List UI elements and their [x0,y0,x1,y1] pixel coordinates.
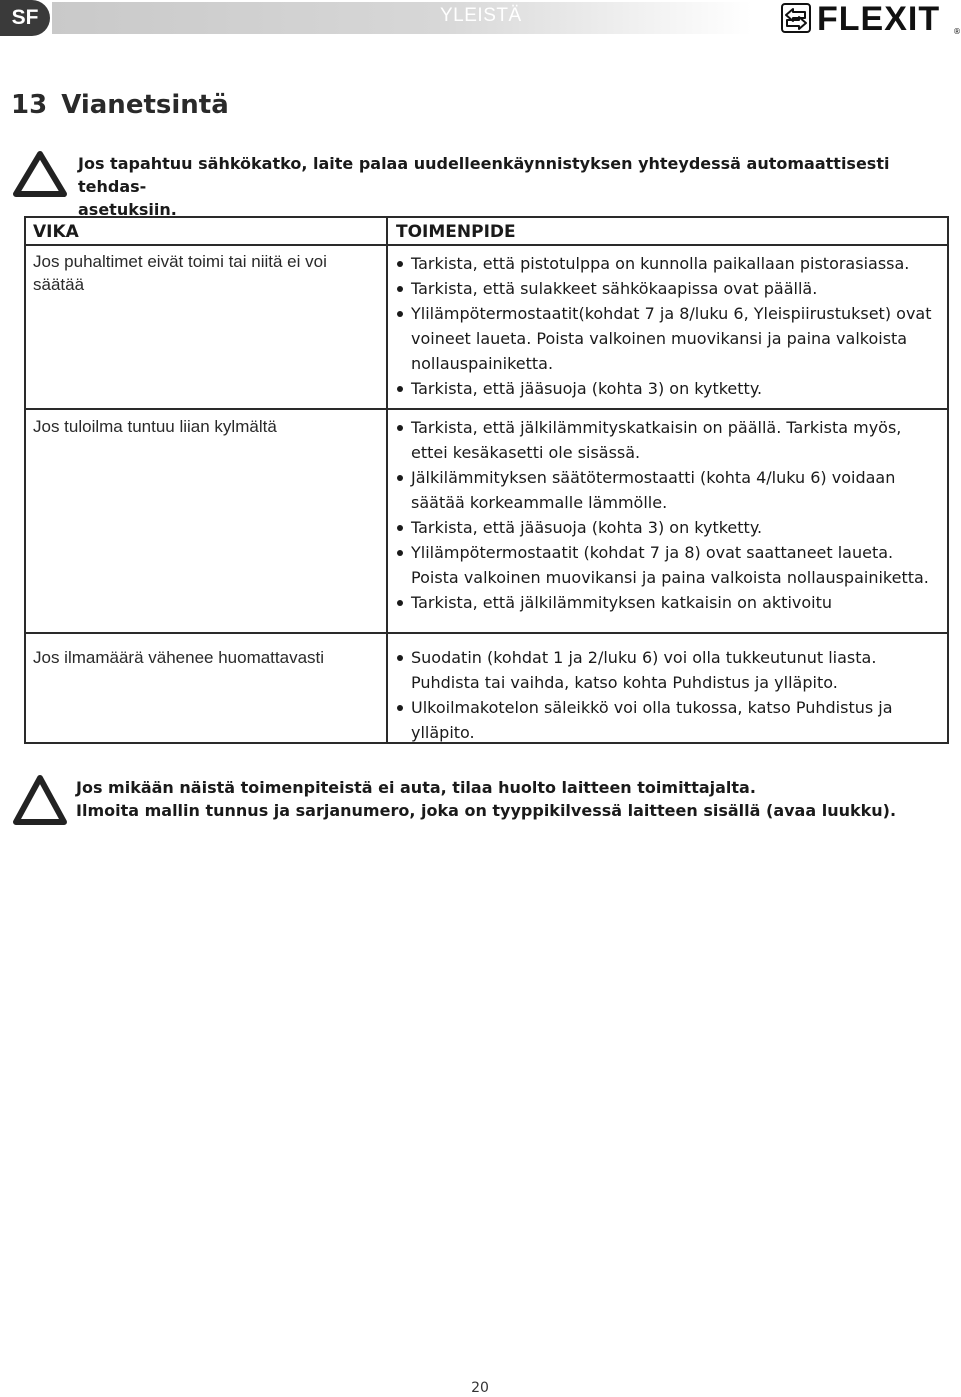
warning-text-line-1: Jos mikään näistä toimenpiteistä ei auta, tilaa huolto laitteen toimittajalta. [76,778,756,797]
warning-text: Jos tapahtuu sähkökatko, laite palaa uudelleenkäynnistyksen yhteydessä automaattisesti tehdas- asetuksiin. [78,154,890,219]
header-rule [26,244,947,246]
column-header-fault: VIKA [33,222,79,242]
list-item: Tarkista, että jääsuoja (kohta 3) on kytketty. [394,376,934,401]
list-item: Tarkista, että jääsuoja (kohta 3) on kytketty. [394,515,934,540]
chapter-heading [11,90,229,120]
list-item: Jälkilämmityksen säätötermostaatti (kohta 4/luku 6) voidaan säätää korkeammalle lämmölle. [394,465,934,515]
list-item: Tarkista, että jälkilämmityksen katkaisin on aktivoitu [394,590,934,615]
list-item: Suodatin (kohdat 1 ja 2/luku 6) voi olla tukkeutunut liasta. Puhdista tai vaihda, katso kohta Puhdistus ja ylläpito. [394,645,934,695]
list-item: Tarkista, että sulakkeet sähkökaapissa ovat päällä. [394,276,934,301]
language-badge: SF [0,0,50,36]
chapter-number: 13 [11,90,48,120]
column-header-action: TOIMENPIDE [396,222,516,242]
list-item: Tarkista, että pistotulppa on kunnolla paikallaan pistorasiassa. [394,251,934,276]
column-divider [386,218,388,742]
action-list [394,645,934,745]
header-bar [52,2,752,34]
troubleshooting-table [24,216,949,744]
list-item: Tarkista, että jälkilämmityskatkaisin on päällä. Tarkista myös, ettei kesäkasetti ole sisässä. [394,415,934,465]
warning-triangle-icon [12,774,68,826]
page-header [0,0,960,38]
row-rule [26,408,947,410]
warning-triangle-icon [12,150,68,198]
list-item: Ylilämpötermostaatit(kohdat 7 ja 8/luku 6, Yleispiirustukset) ovat voineet laueta. Poista valkoinen muovikansi ja paina valkoista nollauspainiketta. [394,301,934,376]
row-rule [26,632,947,634]
fault-text: Jos tuloilma tuntuu liian kylmältä [33,417,277,436]
chapter-title: Vianetsintä [61,90,229,120]
flexit-logo [781,0,961,38]
action-list [394,251,934,401]
header-section-title: YLEISTÄ [440,5,522,26]
warning-text-line-2: Ilmoita mallin tunnus ja sarjanumero, joka on tyyppikilvessä laitteen sisällä (avaa luukku). [76,801,897,820]
action-list [394,415,934,615]
warning-service [12,774,952,828]
logo-registered-mark: ® [953,27,961,36]
logo-wordmark: FLEXIT [817,0,941,38]
logo-arrows-icon [781,3,811,33]
page-number: 20 [471,1380,489,1396]
warning-power-outage [12,150,952,219]
list-item: Ulkoilmakotelon säleikkö voi olla tukossa, katso Puhdistus ja ylläpito. [394,695,934,745]
fault-text: Jos puhaltimet eivät toimi tai niitä ei voi säätää [33,252,327,294]
list-item: Ylilämpötermostaatit (kohdat 7 ja 8) ovat saattaneet laueta. Poista valkoinen muovikansi ja paina valkoista nollauspainiketta. [394,540,934,590]
fault-text: Jos ilmamäärä vähenee huomattavasti [33,648,325,667]
